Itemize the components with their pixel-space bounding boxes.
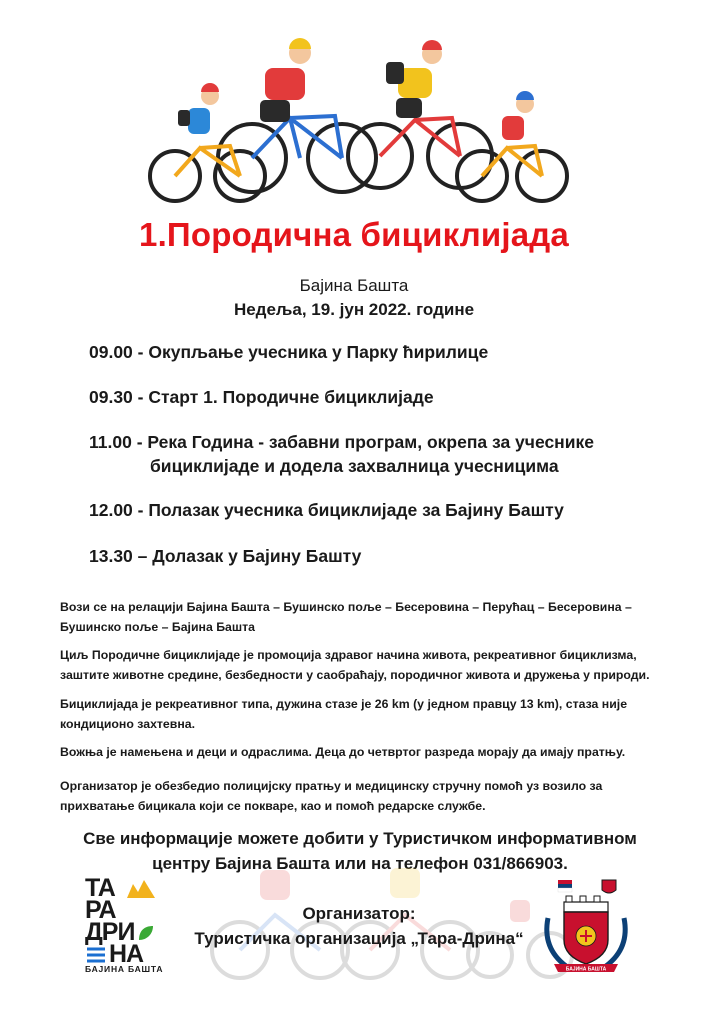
schedule-item: 11.00 - Река Година - забавни програм, окрепа за учеснике xyxy=(89,432,594,452)
paragraph-line: заштите животне средине, безбедности у саобраћају, породичног живота и дружења у природи. xyxy=(60,668,650,682)
paragraph-line: Бициклијада је рекреативног типа, дужина стазе је 26 km (у једном правцу 13 km), стаза није xyxy=(60,697,628,711)
paragraph-line: Циљ Породичне бициклијаде је промоција здравог начина живота, рекреативног бициклизма, xyxy=(60,648,637,662)
bajina-basta-coat-of-arms xyxy=(536,878,636,978)
contact-line: Све информације можете добити у Туристичком информативном xyxy=(83,829,637,848)
paragraph-line: Вози се на релацији Бајина Башта – Бушинско поље – Бесеровина – Перућац – Бесеровина – xyxy=(60,600,632,614)
paragraph-line: прихватање бицикала који се покваре, као и помоћ редарске службе. xyxy=(60,799,486,813)
logo-line: РА xyxy=(85,896,116,924)
mountain-icon xyxy=(127,878,155,898)
crest-ribbon-text: БАЈИНА БАШТА xyxy=(565,966,607,973)
schedule-item: 13.30 – Долазак у Бајину Башту xyxy=(89,546,362,566)
logo-line: ТА xyxy=(85,874,115,902)
event-date: Недеља, 19. јун 2022. године xyxy=(233,300,475,319)
paragraph-line: Вожња је намењена и деци и одраслима. Деца до четвртог разреда морају да имају пратњу. xyxy=(60,745,626,759)
family-cyclists-illustration xyxy=(140,38,570,208)
schedule-item: 12.00 - Полазак учесника бициклијаде за Бајину Башту xyxy=(89,500,564,520)
logo-subtitle: БАЈИНА БАШТА xyxy=(85,964,164,974)
organizer-label: Организатор: xyxy=(302,904,416,923)
route-paragraph xyxy=(60,597,660,637)
paragraph-line: кондиционо захтевна. xyxy=(60,717,196,731)
contact-line: центру Бајина Башта или на телефон 031/866903. xyxy=(152,854,568,873)
paragraph-line: Организатор је обезбедио полицијску пратњу и медицинску стручну помоћ уз возило за xyxy=(60,779,603,793)
schedule-item: 09.30 - Старт 1. Породичне бициклијаде xyxy=(89,387,434,407)
goal-paragraph xyxy=(60,645,660,685)
safety-paragraph xyxy=(60,776,660,816)
type-paragraph xyxy=(60,694,660,734)
event-title: 1.Породична бициклијада xyxy=(139,216,569,253)
schedule-item-continuation: бициклијаде и додела захвалница учесницима xyxy=(150,456,559,476)
paragraph-line: Бушинско поље – Бајина Башта xyxy=(60,620,255,634)
logo-line: ДРИ xyxy=(85,918,135,946)
organizer-name: Туристичка организација „Тара-Дрина“ xyxy=(194,929,524,948)
event-place: Бајина Башта xyxy=(299,276,409,295)
participants-paragraph xyxy=(60,742,660,762)
logo-line: НА xyxy=(109,940,144,968)
schedule-item: 09.00 - Окупљање учесника у Парку ћирилице xyxy=(89,342,489,362)
